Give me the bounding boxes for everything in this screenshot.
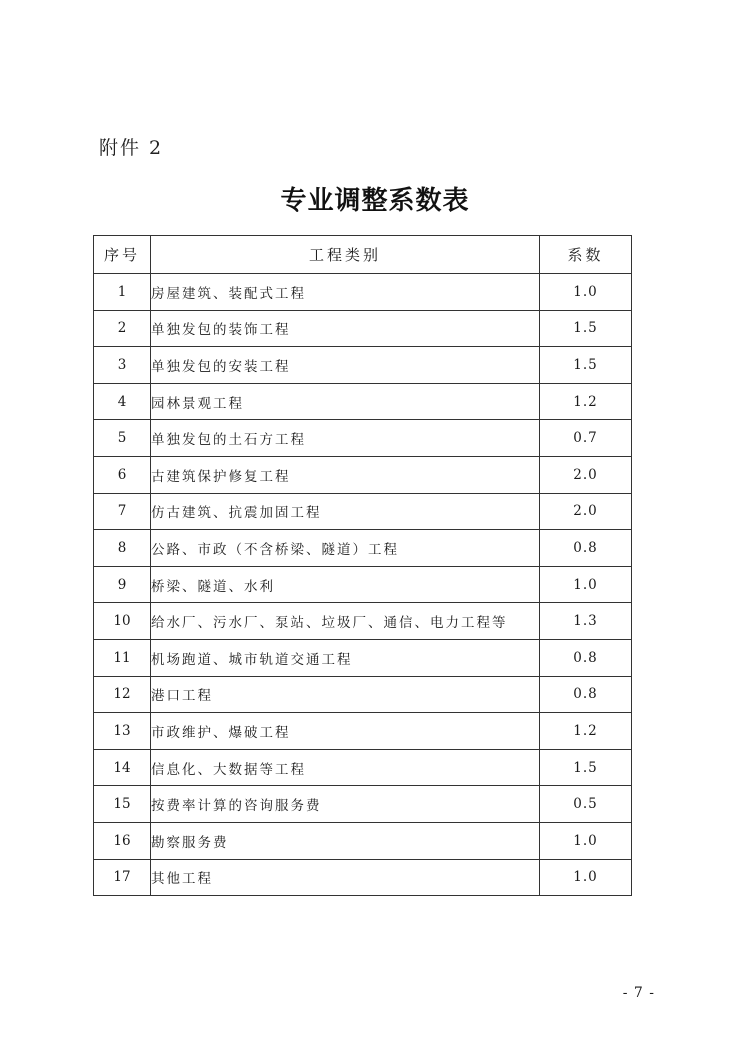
- row-category: 信息化、大数据等工程: [151, 749, 540, 786]
- row-category: 桥梁、隧道、水利: [151, 566, 540, 603]
- row-category: 市政维护、爆破工程: [151, 713, 540, 750]
- row-coefficient: 0.8: [540, 676, 632, 713]
- row-category: 园林景观工程: [151, 383, 540, 420]
- row-category: 给水厂、污水厂、泵站、垃圾厂、通信、电力工程等: [151, 603, 540, 640]
- row-coefficient: 0.5: [540, 786, 632, 823]
- table-row: [94, 310, 632, 347]
- row-coefficient: 0.8: [540, 530, 632, 567]
- row-coefficient: 1.0: [540, 274, 632, 311]
- row-category: 房屋建筑、装配式工程: [151, 274, 540, 311]
- row-category: 单独发包的装饰工程: [151, 310, 540, 347]
- row-number: 12: [94, 676, 151, 713]
- attachment-label: 附件 2: [99, 137, 164, 159]
- row-coefficient: 1.0: [540, 566, 632, 603]
- row-number: 13: [94, 713, 151, 750]
- row-number: 17: [94, 859, 151, 896]
- row-number: 11: [94, 639, 151, 676]
- table-row: [94, 383, 632, 420]
- row-category: 勘察服务费: [151, 822, 540, 859]
- row-number: 9: [94, 566, 151, 603]
- row-category: 其他工程: [151, 859, 540, 896]
- table-header: [94, 236, 632, 274]
- row-coefficient: 0.8: [540, 639, 632, 676]
- table-row: [94, 859, 632, 896]
- table-row: [94, 822, 632, 859]
- coefficient-table: [93, 235, 632, 896]
- row-category: 单独发包的土石方工程: [151, 420, 540, 457]
- row-number: 5: [94, 420, 151, 457]
- row-coefficient: 1.3: [540, 603, 632, 640]
- row-number: 6: [94, 456, 151, 493]
- table-header-row: [94, 236, 632, 274]
- row-coefficient: 1.5: [540, 749, 632, 786]
- row-category: 仿古建筑、抗震加固工程: [151, 493, 540, 530]
- row-number: 16: [94, 822, 151, 859]
- row-number: 4: [94, 383, 151, 420]
- row-number: 10: [94, 603, 151, 640]
- row-number: 2: [94, 310, 151, 347]
- row-category: 机场跑道、城市轨道交通工程: [151, 639, 540, 676]
- table-row: [94, 347, 632, 384]
- page-title: 专业调整系数表: [280, 186, 470, 216]
- page-number: - 7 -: [622, 985, 655, 1001]
- row-number: 3: [94, 347, 151, 384]
- table-row: [94, 274, 632, 311]
- row-coefficient: 1.2: [540, 713, 632, 750]
- row-coefficient: 1.5: [540, 347, 632, 384]
- table-row: [94, 493, 632, 530]
- table-row: [94, 420, 632, 457]
- row-coefficient: 1.0: [540, 859, 632, 896]
- row-category: 公路、市政（不含桥梁、隧道）工程: [151, 530, 540, 567]
- table-row: [94, 713, 632, 750]
- table-body: [94, 274, 632, 896]
- row-number: 15: [94, 786, 151, 823]
- row-category: 按费率计算的咨询服务费: [151, 786, 540, 823]
- row-category: 单独发包的安装工程: [151, 347, 540, 384]
- row-coefficient: 1.0: [540, 822, 632, 859]
- row-category: 港口工程: [151, 676, 540, 713]
- table-row: [94, 786, 632, 823]
- row-number: 7: [94, 493, 151, 530]
- table-row: [94, 566, 632, 603]
- row-category: 古建筑保护修复工程: [151, 456, 540, 493]
- table-row: [94, 639, 632, 676]
- table-row: [94, 749, 632, 786]
- row-number: 8: [94, 530, 151, 567]
- table-row: [94, 456, 632, 493]
- row-number: 1: [94, 274, 151, 311]
- header-coefficient: 系数: [540, 236, 632, 274]
- header-category: 工程类别: [151, 236, 540, 274]
- header-no: 序号: [94, 236, 151, 274]
- row-coefficient: 0.7: [540, 420, 632, 457]
- row-number: 14: [94, 749, 151, 786]
- table-row: [94, 676, 632, 713]
- row-coefficient: 2.0: [540, 456, 632, 493]
- row-coefficient: 1.5: [540, 310, 632, 347]
- table-row: [94, 530, 632, 567]
- row-coefficient: 1.2: [540, 383, 632, 420]
- row-coefficient: 2.0: [540, 493, 632, 530]
- table-row: [94, 603, 632, 640]
